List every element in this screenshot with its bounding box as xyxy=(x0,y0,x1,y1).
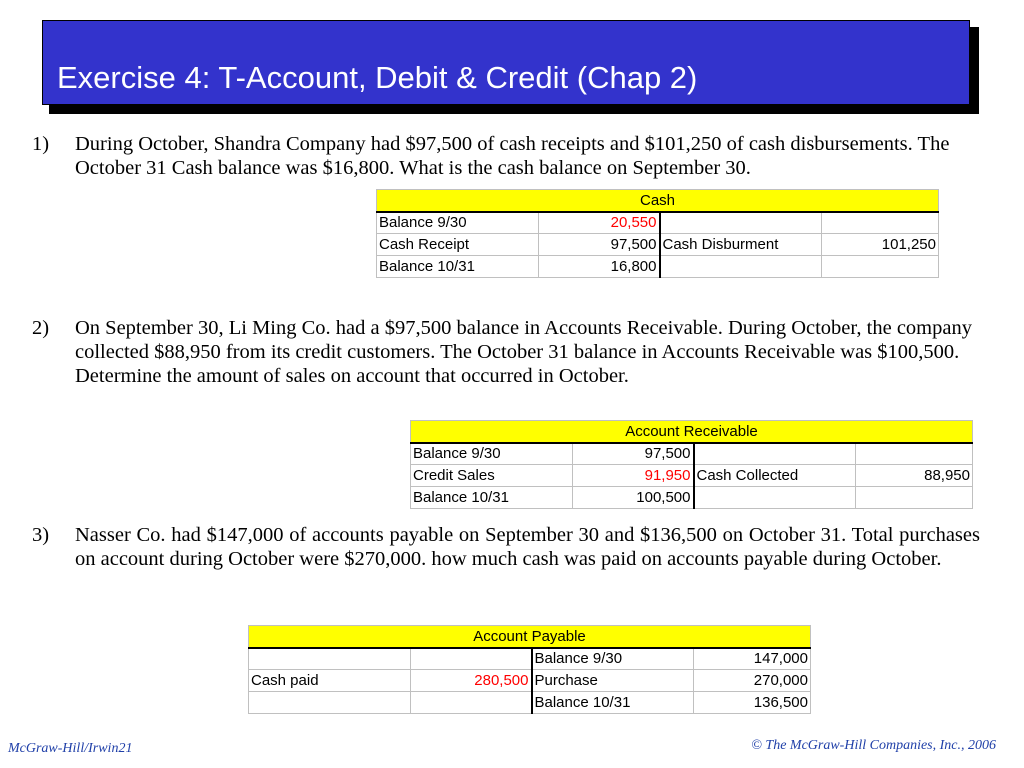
problem-3-number: 3) xyxy=(32,524,50,546)
debit-label: Cash Receipt xyxy=(377,234,539,256)
ap-t-account xyxy=(248,625,811,714)
debit-label: Balance 10/31 xyxy=(377,256,539,278)
problem-3-text: Nasser Co. had $147,000 of accounts payable on September 30 and $136,500 on October 31. Total purchases on account during October were $270,000. how much cash was paid on accounts payable during October. xyxy=(75,524,980,570)
credit-label: Cash Collected xyxy=(694,465,856,487)
debit-value: 97,500 xyxy=(539,234,660,256)
credit-label: Purchase xyxy=(532,670,694,692)
debit-value xyxy=(411,692,532,714)
table-row xyxy=(377,212,939,234)
table-row xyxy=(249,648,811,670)
debit-value xyxy=(411,648,532,670)
credit-label: Cash Disburment xyxy=(660,234,822,256)
answer-value: 280,500 xyxy=(411,670,532,692)
problem-2-text: On September 30, Li Ming Co. had a $97,500 balance in Accounts Receivable. During October, the company collected $88,950 from its credit customers. The October 31 balance in Accounts Receivable was $100,500. Determine the amount of sales on account that occurred in October. xyxy=(75,317,972,387)
problem-2 xyxy=(32,316,982,388)
table-row xyxy=(411,465,973,487)
debit-label xyxy=(249,648,411,670)
problem-1-text: During October, Shandra Company had $97,500 of cash receipts and $101,250 of cash disbursements. The October 31 Cash balance was $16,800. What is the cash balance on September 30. xyxy=(75,133,950,179)
credit-label xyxy=(694,443,856,465)
credit-label xyxy=(660,212,822,234)
credit-value: 88,950 xyxy=(856,465,973,487)
credit-value xyxy=(822,212,939,234)
credit-value xyxy=(856,443,973,465)
title-bar xyxy=(42,20,970,105)
problem-2-number: 2) xyxy=(32,317,50,339)
footer-publisher: McGraw-Hill/Irwin21 xyxy=(8,741,133,756)
slide-title: Exercise 4: T-Account, Debit & Credit (Chap 2) xyxy=(57,60,698,95)
credit-value xyxy=(822,256,939,278)
ap-header: Account Payable xyxy=(249,626,811,648)
debit-value: 100,500 xyxy=(573,487,694,509)
debit-label: Balance 10/31 xyxy=(411,487,573,509)
answer-value: 91,950 xyxy=(573,465,694,487)
footer-copyright: © The McGraw-Hill Companies, Inc., 2006 xyxy=(751,738,996,753)
debit-label: Balance 9/30 xyxy=(411,443,573,465)
credit-label xyxy=(694,487,856,509)
debit-value: 97,500 xyxy=(573,443,694,465)
table-row xyxy=(377,234,939,256)
debit-label: Balance 9/30 xyxy=(377,212,539,234)
table-row xyxy=(249,670,811,692)
answer-value: 20,550 xyxy=(539,212,660,234)
credit-value: 270,000 xyxy=(694,670,811,692)
table-row xyxy=(249,692,811,714)
ar-header: Account Receivable xyxy=(411,421,973,443)
problem-3 xyxy=(32,523,982,571)
credit-label: Balance 9/30 xyxy=(532,648,694,670)
problem-1 xyxy=(32,132,982,180)
debit-label xyxy=(249,692,411,714)
credit-value: 147,000 xyxy=(694,648,811,670)
table-row xyxy=(411,487,973,509)
cash-header: Cash xyxy=(377,190,939,212)
debit-label: Cash paid xyxy=(249,670,411,692)
debit-value: 16,800 xyxy=(539,256,660,278)
problem-1-number: 1) xyxy=(32,133,50,155)
cash-t-account xyxy=(376,189,939,278)
credit-value: 136,500 xyxy=(694,692,811,714)
credit-label xyxy=(660,256,822,278)
ar-t-account xyxy=(410,420,973,509)
credit-value xyxy=(856,487,973,509)
debit-label: Credit Sales xyxy=(411,465,573,487)
credit-value: 101,250 xyxy=(822,234,939,256)
credit-label: Balance 10/31 xyxy=(532,692,694,714)
table-row xyxy=(377,256,939,278)
table-row xyxy=(411,443,973,465)
